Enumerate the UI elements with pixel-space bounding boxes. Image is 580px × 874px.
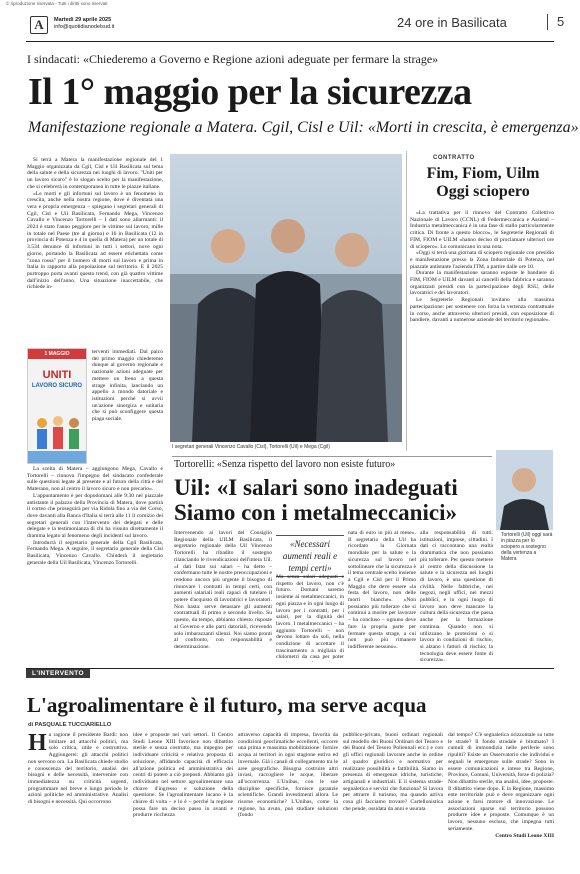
uil-headline-line2: Siamo con i metalmeccanici»: [174, 500, 457, 525]
event-poster: [27, 348, 87, 464]
uil-article-rule: [172, 456, 492, 457]
main-kicker: I sindacati: «Chiederemo a Governo e Regione azioni adeguate per fermare la strage»: [27, 52, 439, 66]
main-headline: Il 1° maggio per la sicurezza: [28, 71, 472, 113]
paragraph: Si terrà a Matera la manifestazione regionale del 1 Maggio organizzata da Cgil, Cisl e Uil Basilicata sul tema della salute e della sicurezza nei luoghi di lavoro. "Uniti per un lavoro sicuro" è lo slogan scelto per la manifestazione, che si celebrerà in contemporanea in tutte le piazze italiane.: [27, 157, 163, 190]
sidebar-article: [410, 210, 554, 445]
dropcap: H: [28, 732, 47, 756]
paragraph: alla responsabilità di tutti: istituzioni, imprese, cittadini. I dati ci raccontano una realtà drammatica che non possiamo più tollerare. Per questo mettere al centro della discussione la salute e la sicurezza nei luoghi di lavoro, è una questione di civiltà. Nelle fabbriche, nei negozi, negli uffici, nei mezzi pubblici, e in ogni luogo di lavoro non deve mancare la cultura della sicurezza che passa anche per la formazione continua. Quando non si utilizzano le protezioni o si lavora in condizioni di rischio, si alzano i fattori di rischio; la tecnologia deve essere fonte di sicurezza».: [420, 530, 493, 662]
uil-kicker: Tortorelli: «Senza rispetto del lavoro non esiste futuro»: [174, 459, 396, 470]
uil-headline: [174, 475, 458, 525]
intervento-headline: L'agroalimentare è il futuro, ma serve acqua: [27, 693, 427, 717]
paragraph: nata di euro in più al mese». Il segretario della Uil ha ricordato la Giornata mondiale per la salute e la sicurezza sul lavoro nel sottolineare che la sicurezza è il tema centrale scelto insieme a Cgil e Cisl per il Primo Maggio che deve essere «la festa del lavoro, non delle morti bianche». «Non possiamo più tollerare che si continui a morire per lavorare – ha concluso – ognuno deve fare la propria parte per fermare questa strage, a cui non può più rimanere indifferente nessuno».: [348, 530, 416, 650]
poster-title: UNITI: [42, 369, 72, 381]
dateline: [54, 17, 114, 31]
paragraph: Le Segreterie Regionali invitano alla massima partecipazione: per sostenere con forza la vertenza contrattuale in corso, anche attraverso ulteriori presidi, con esposizione di bandiere, davanti a numerose aziende del territorio regionale».: [410, 297, 554, 324]
paragraph: «Le morti e gli infortuni sul lavoro è un fenomeno in crescita, anche nella nostra regione, dove è diventata una vera e propria emergenza – spiegano i segretari generali di Cgil, Cisl e Uil Basilicata, Fernando Mega, Vincenzo Cavallo e Vincenzo Tortorelli – I dati sono allarmanti: il 2024 è stato l'anno peggiore per le vittime sul lavoro, mille in totale nel Paese (tre al giorno) e 16 in Basilicata (12 in provincia di Potenza e 4 in quella di Matera) per un totale di 3.534 denunce di infortuni in tutti i settori, nove ogni giorno, portando la Basilicata ad essere etichettata come "zona rossa" per il numero di morti sul lavoro e prima in Italia in rapporto alla popolazione sul territorio. E il 2025 purtroppo porta avanti questo trend, con già quattro vittime dall'inizio dell'anno. Una situazione inaccettabile, che richiede in-: [27, 190, 163, 291]
paragraph: Intervenendo ai lavori del Consiglio Regionale della UILM Basilicata, il segretario regionale della Uil Vincenzo Tortorelli ha ribadito il sostegno rilanciando le rivendicazioni dell'intera Uil. «I dati Istat sui salari – ha detto – confermano tutte le nostre preoccupazioni e rendono ancora più urgente il bisogno di rinnovare i contratti in tempi certi, con aumenti salariali reali capaci di tutelare il potere d'acquisto di lavoratrici e lavoratori. Non basta: serve detassare gli aumenti contrattuali di primo e secondo livello. Su questo, da tempo, abbiamo chiesto risposte al Governo e alle parti datoriali, ricevendo solo imbarazzanti silenzi. Noi siamo pronti al confronto, con responsabilità e determinazione.: [174, 530, 272, 650]
poster-subtitle: LAVORO SICURO: [31, 383, 83, 389]
poster-header: 1 MAGGIO: [28, 349, 86, 359]
main-article-bottom: [27, 466, 163, 661]
header-rule: [26, 41, 554, 42]
uil-col-3: [348, 530, 416, 662]
photo-illustration: [170, 154, 402, 442]
newspaper-logo: A: [30, 16, 48, 34]
union-leaders-photo: [170, 154, 402, 442]
copyright-strip: © riproduzione riservata - Tutti i diritti sono riservati: [6, 1, 108, 6]
main-subhead: Manifestazione regionale a Matera. Cgil, Cisl e Uil: «Morti in crescita, è emergenza»: [28, 119, 579, 136]
intervento-col-4: [343, 732, 443, 867]
paragraph: «Oggi si terrà una giornata di sciopero regionale con presidio e manifestazione presso la Zona Industriale di Potenza, nel piazzale antistante l'azienda ITM, a partire dalle ore 10.: [410, 250, 554, 270]
contact-email: info@quotidianodelsud.it: [54, 24, 115, 30]
sidebar-headline: Fim, Fiom, Uilm Oggi sciopero: [426, 165, 540, 200]
intervento-tag: L'INTERVENTO: [26, 669, 90, 678]
paragraph: pubblico-privato, buoni ordinari regionali sul modello dei Buoni Ordinari del Tesoro e dei Buoni del Tesoro Poliennali ecc.) e con gli uffici regionali lavorare anche in ordine al quadro giuridico e normativo per realizzare possibilità e fattibilità. Siamo in presenza di emergenze idriche, turistiche, artigianali e industriali. E il sistema strade-segnaletica e servizi che funziona? Si lavora per attrarre il turismo, ma quando arriva cosa gli facciamo trovare? Cartellonistica che pende, ossidata da anni e usurata: [343, 732, 443, 812]
uil-col-4: [420, 530, 493, 662]
paragraph: a ragione il presidente Bardi: non limitare ad attacchi politici, ma solo critica, utile e costruttiva. Aggiungerei: gli attacchi politici non servono ora. La Basilicata chiede studio e conoscenza del territorio, analisi dei bisogni e delle necessità, intervenire con immediatezza su criticità urgenti, programmare nel breve e lungo periodo le azioni politiche ed amministrative. Analisi di bisogni e necessità. Qui occorrono: [28, 732, 128, 806]
paragraph: dal tempo? C'è segnaletica orizzontale su tutte le strade? Il fondo stradale è bitumato? I cumuli di immondizia nelle periferie sono ripuliti? Esiste un Osservatorio che individui e segnali le emergenze sulle strade? Sono in essere comunicazioni e intese tra Regione, Province, Comuni, Università, forze di polizia? Non dibattito sterile, ma analisi, idee, proposte. Il dibattito viene dopo. E la Regione, massimo ente territoriale può e deve organizzare ogni azione e farsi motore di innovazione. Le associazioni sparse sul territorio possono produrre idee e proposte. Comunque è un lavoro, nessuno escluso, che impegna tutti seriamente.: [448, 732, 554, 832]
section-title: 24 ore in Basilicata: [397, 15, 507, 30]
paragraph: idee e proposte nei vari settori. Il Centro Studi Leone XIII favorisce non dibattito sterile e senza costrutto, ma impegno per individuare criticità e relativa proposta di soluzione, affidando capacità di efficacia all'azione politica ed amministrativa dei centri di potere a ciò preposti. Abbiamo già individuato nel settore agroalimentare una chiave d'ingresso e soluzione della questione. Se l'agroalimentare lucano è la chiave di volta – e lo è – perché la regione possa fare un deciso passo in avanti e produrre ricchezza: [133, 732, 233, 819]
photo-caption: I segretari generali Vincenzo Cavallo (Cisl), Tortorelli (Uil) e Mega (Cgil): [172, 444, 330, 450]
intervento-col-5: [448, 732, 554, 867]
main-article-top: [27, 157, 163, 347]
intervento-signature: Centro Studi Leone XIII: [495, 832, 554, 839]
paragraph: Durante la manifestazione saranno esposte le bandiere di FIM, FIOM e UILM davanti ai cancelli della fabbrica e saranno organizzati presidi con la partecipazione degli RSU, delle lavoratrici e dei lavoratori.: [410, 270, 554, 297]
paragraph: attraverso capacità di impresa, favorita da condizioni geoclimatiche eccellenti, occorre una prima e massima mobilitazione: fornire acqua ai territori in ogni stagione estiva ed invernale. Già i canali di collegamento tra le aree geografiche. Bisogna costruire altri invasi, raccogliere le acque, liberare all'occorrenza. L'Unibas, con le sue discipline specifiche, fornisce garanzie scientifiche. Grandi investimenti allora. Le risorse economiche? L'Unibas, come la regione, ha avuto, può studiare soluzioni (fondo: [238, 732, 338, 819]
intervento-col-2: [133, 732, 233, 867]
paragraph: «La trattativa per il rinnovo del Contratto Collettivo Nazionale di Lavoro (CCNL) di Federmeccanica e Assistal – Industria metalmeccanica è in una fase di stallo particolarmente critica. Di fronte a questo blocco», le Segreterie Regionali di FIM, FIOM e UILM «hanno deciso di proclamare ulteriori ore di sciopero». Lo comunicano in una nota.: [410, 210, 554, 250]
section-divider: [547, 14, 548, 30]
paragraph: terventi immediati. Dal palco del primo maggio chiederemo dunque al governo regionale e nazionale azioni adeguate per mettere un freno a questa strage infinita, lanciando un appello a mondo datoriale e istituzioni perché si avvii un'azione sinergica e unitaria che si può sconfiggere questa piaga sociale.: [92, 349, 163, 423]
main-article-side: [92, 349, 163, 464]
paragraph: Introdurrà il segretario generale della Cgil Basilicata, Fernando Mega. A seguire, il segretario generale della Cisl Basilicata, Vincenzo Cavallo. Chiuderà il segretario generale della Uil Basilicata, Vincenzo Tortorelli.: [27, 539, 163, 566]
page-number: 5: [557, 14, 565, 29]
uil-col-2: [276, 574, 344, 662]
tortorelli-caption: Tortorelli (Uil) oggi sarà in piazza per lo sciopero a sostegno della vertenza a Matera: [501, 532, 553, 562]
paragraph: Ma senza salari adeguati e rispetto del lavoro, non c'è futuro. Domani saremo insieme ai metalmeccanici, in ogni piazza e in ogni luogo di lavoro per i contratti, per i salari, per la dignità del lavoro. I metalmeccanici – ha aggiunto Tortorelli – non devono lottare da soli, nella condizione di accettare il trascinamento a migliaia di chilometri da casa per poter: [276, 574, 344, 661]
issue-date: Martedì 29 aprile 2025: [54, 17, 112, 23]
intervento-col-1: [28, 732, 128, 867]
intervento-col-3: [238, 732, 338, 867]
portrait-illustration: [496, 450, 553, 530]
tortorelli-photo: [496, 450, 553, 530]
uil-col-1: [174, 530, 272, 662]
sidebar-tag: CONTRATTO: [433, 155, 475, 161]
uil-pullquote: «Necessari aumenti reali e tempi certi»: [276, 535, 344, 577]
paragraph: La scelta di Matera – aggiungono Mega, Cavallo e Tortorelli – rinnova l'impegno del sindacato confederale sulle questioni legate al presente e al futuro della città e del Materano, non al centro il lavoro sicuro e non precario».: [27, 466, 163, 493]
paragraph: L'appuntamento è per dopodomani alle 9:30 nel piazzale antistante il palazzo della Provincia di Matera, dove partirà il corteo che proseguirà per via Ridola fino a via del Corso, dove davanti alla Banca d'Italia si terrà alle 11 il comizio dei segretari generali con l'intervento dei delegati e delle delegate e la testimonianza di chi ha vissuto direttamente il dramma legato al fenomeno degli incidenti sul lavoro.: [27, 492, 163, 540]
poster-illustration: [28, 393, 87, 463]
intervento-byline: di PASQUALE TUCCIARIELLO: [28, 722, 112, 728]
intervento-rule: [26, 668, 554, 669]
uil-headline-line1: Uil: «I salari sono inadeguati: [174, 475, 458, 500]
